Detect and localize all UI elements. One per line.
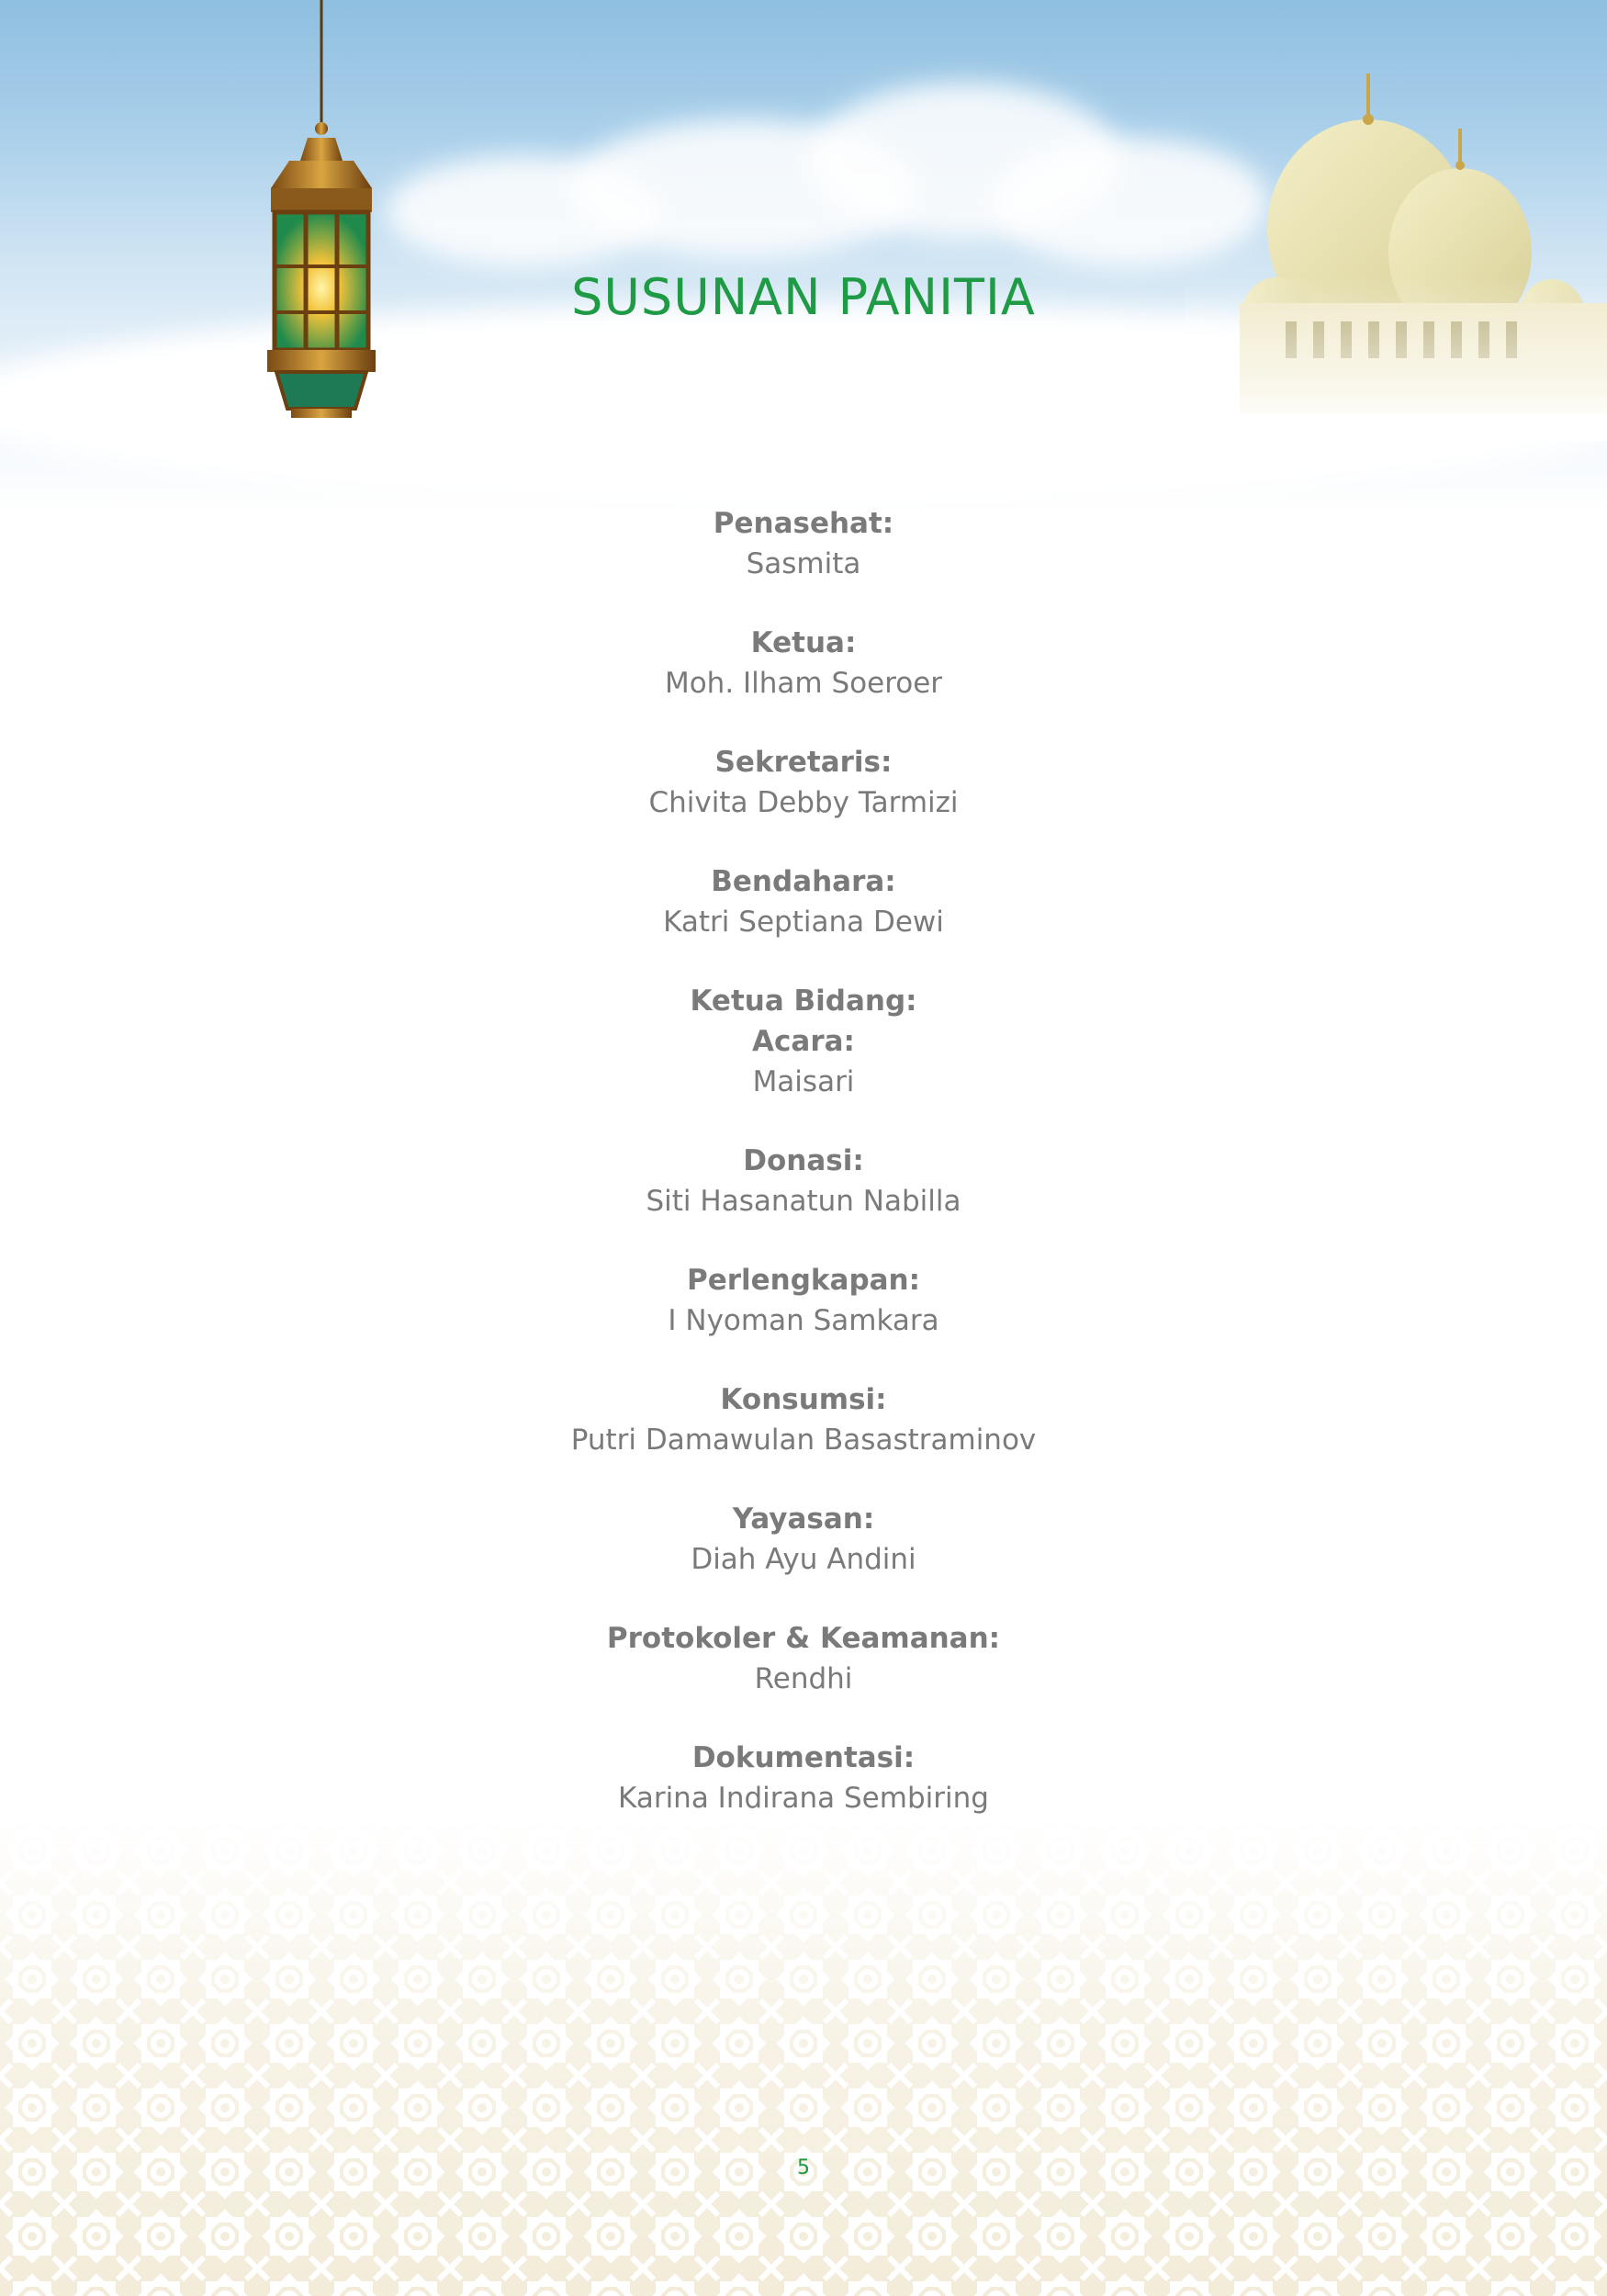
role-label: Yayasan: <box>732 1503 875 1536</box>
committee-entry-bendahara <box>0 861 1607 942</box>
committee-entry-perlengkapan <box>0 1260 1607 1341</box>
committee-entry-konsumsi <box>0 1379 1607 1460</box>
committee-entry-dokumentasi <box>0 1738 1607 1818</box>
geometric-pattern-background <box>0 1818 1607 2296</box>
member-name: Sasmita <box>746 547 861 580</box>
committee-entry-ketua <box>0 623 1607 703</box>
member-name: I Nyoman Samkara <box>668 1304 939 1337</box>
role-label: Ketua Bidang: <box>690 985 917 1018</box>
subrole-label: Acara: <box>752 1025 855 1058</box>
ramadan-lantern-icon <box>234 0 409 422</box>
role-label: Sekretaris: <box>714 746 893 779</box>
role-label: Perlengkapan: <box>686 1264 921 1297</box>
committee-entry-penasehat <box>0 503 1607 584</box>
mosque-domes-icon <box>1185 55 1607 441</box>
member-name: Rendhi <box>754 1662 853 1695</box>
page-title: SUSUNAN PANITIA <box>571 268 1036 326</box>
committee-entry-protokoler-keamanan <box>0 1618 1607 1699</box>
role-label: Protokoler & Keamanan: <box>606 1622 1001 1655</box>
role-label: Bendahara: <box>711 865 896 898</box>
member-name: Karina Indirana Sembiring <box>618 1782 989 1815</box>
member-name: Katri Septiana Dewi <box>663 906 944 939</box>
member-name: Diah Ayu Andini <box>691 1543 916 1576</box>
member-name: Siti Hasanatun Nabilla <box>646 1185 961 1218</box>
committee-entry-sekretaris <box>0 742 1607 823</box>
committee-list <box>0 503 1607 1976</box>
committee-entry-yayasan <box>0 1499 1607 1580</box>
page-number: 5 <box>797 2156 810 2179</box>
committee-entry-donasi <box>0 1141 1607 1221</box>
member-name: Moh. Ilham Soeroer <box>664 667 943 700</box>
committee-entry-ketua-bidang-acara <box>0 981 1607 1102</box>
role-label: Penasehat: <box>713 507 894 540</box>
role-label: Konsumsi: <box>720 1383 887 1416</box>
role-label: Dokumentasi: <box>691 1741 916 1774</box>
role-label: Donasi: <box>743 1144 864 1177</box>
role-label: Ketua: <box>750 626 857 659</box>
member-name: Chivita Debby Tarmizi <box>648 786 959 819</box>
member-name: Putri Damawulan Basastraminov <box>570 1424 1037 1457</box>
member-name: Maisari <box>752 1065 855 1098</box>
